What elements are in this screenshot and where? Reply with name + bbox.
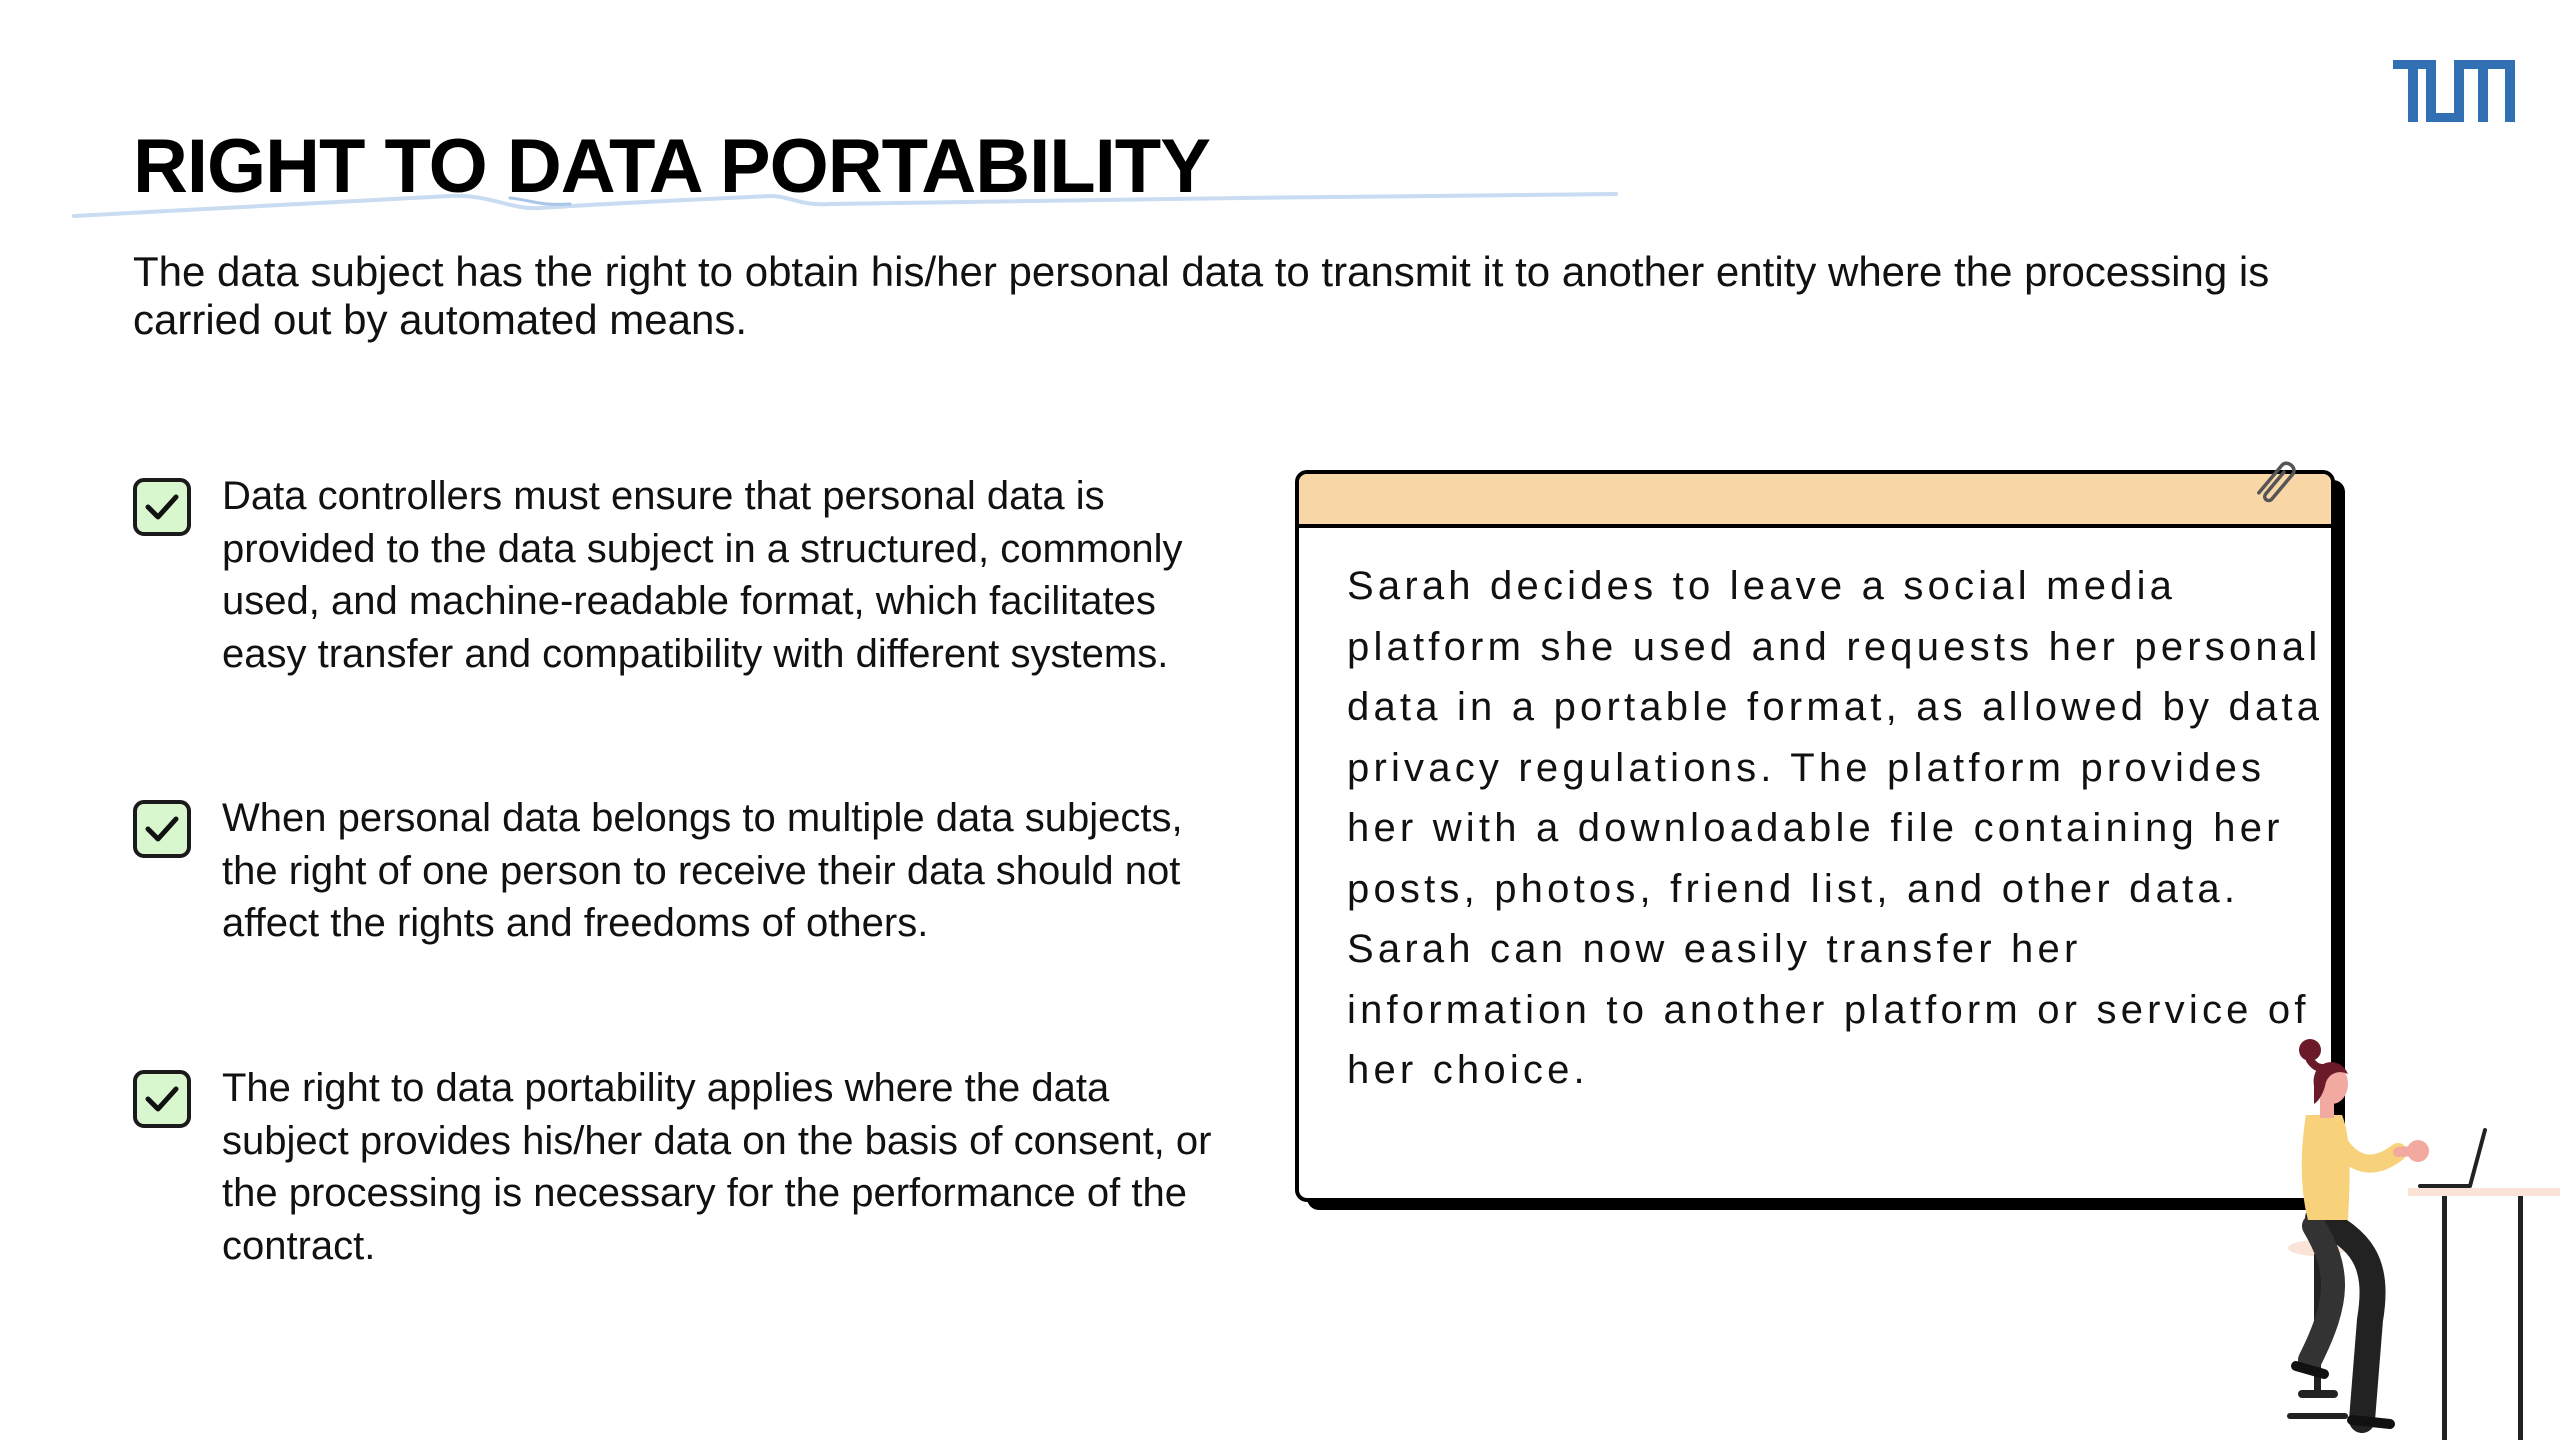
checkmark-icon xyxy=(133,478,191,536)
tum-logo-icon xyxy=(2393,60,2515,122)
paperclip-icon xyxy=(2248,452,2306,512)
page-subtitle: The data subject has the right to obtain his/her personal data to transmit it to another entity where the processing is carried out by automated means. xyxy=(133,248,2270,343)
example-card-text: Sarah decides to leave a social media platform she used and requests her personal data in a portable format, as allowed by data privacy regulations. The platform provides her with a downloadable file containing her posts, photos, friend list, and other data. Sarah can now easily transfer her information to another platform or service of her choice. xyxy=(1347,564,2324,1092)
example-card-header xyxy=(1299,474,2331,528)
title-underline-swoosh xyxy=(70,188,1620,222)
bullet-text: Data controllers must ensure that personal data is provided to the data subject in a structured, commonly used, and machine-readable format, which facilitates easy transfer and compatibility with different systems. xyxy=(222,474,1183,676)
person-at-laptop-icon xyxy=(2270,1020,2560,1440)
page-title: RIGHT TO DATA PORTABILITY xyxy=(133,124,1210,209)
example-card xyxy=(1295,470,2335,1202)
checkmark-icon xyxy=(133,800,191,858)
checkmark-icon xyxy=(133,1070,191,1128)
bullet-text: The right to data portability applies where the data subject provides his/her data on the basis of consent, or the processing is necessary for the performance of the contract. xyxy=(222,1066,1212,1268)
bullet-text: When personal data belongs to multiple data subjects, the right of one person to receive their data should not affect the rights and freedoms of others. xyxy=(222,796,1183,945)
